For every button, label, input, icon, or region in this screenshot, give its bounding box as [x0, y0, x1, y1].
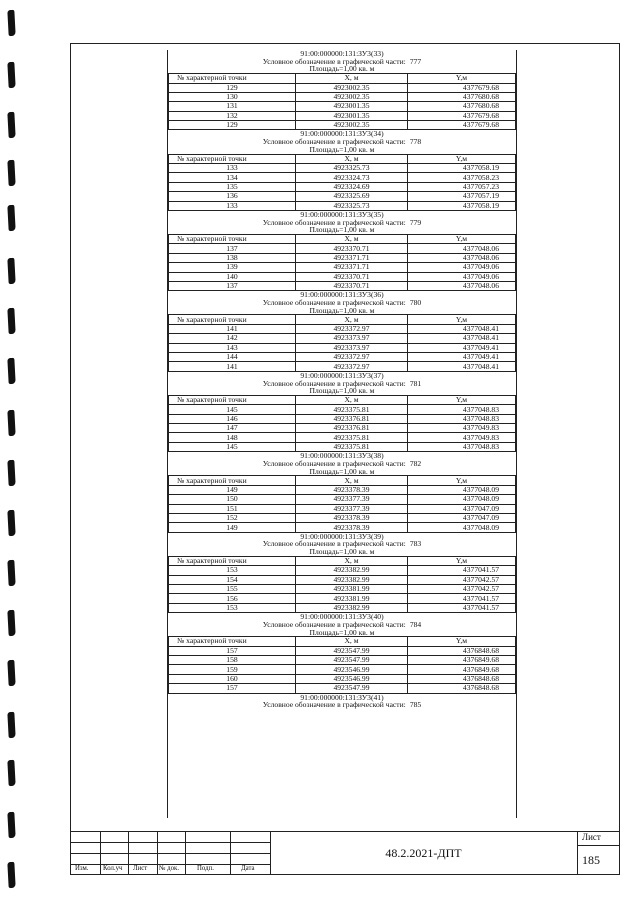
point-number: 154 [169, 575, 296, 584]
x-coordinate: 4923001.35 [296, 102, 408, 111]
x-coordinate: 4923375.81 [296, 442, 408, 451]
y-coordinate: 4377679.68 [408, 111, 516, 120]
section-id-text: 91:00:000000:131:ЗУ3(35) [300, 209, 384, 219]
table-row [169, 513, 516, 522]
designation-number: 778 [409, 137, 422, 147]
header-y: Y,м [408, 476, 516, 485]
area-line [168, 226, 516, 234]
area-line-text: Площадь=1,00 кв. м [309, 64, 375, 74]
point-number: 132 [169, 111, 296, 120]
stamp-label-list: Лист [133, 865, 148, 872]
table-row [169, 353, 516, 362]
x-coordinate: 4923376.81 [296, 414, 408, 423]
stamp-label-izm: Изм. [75, 865, 89, 872]
table-header-row [169, 315, 516, 324]
table-row [169, 272, 516, 281]
coordinates-table [168, 475, 516, 532]
coordinates-table [168, 314, 516, 371]
document-code: 48.2.2021-ДПТ [385, 846, 462, 860]
header-y: Y,м [408, 395, 516, 404]
x-coordinate: 4923001.35 [296, 111, 408, 120]
header-y: Y,м [408, 556, 516, 565]
x-coordinate: 4923324.69 [296, 182, 408, 191]
header-y: Y,м [408, 637, 516, 646]
section-id-text: 91:00:000000:131:ЗУ3(38) [300, 451, 384, 461]
x-coordinate: 4923546.99 [296, 674, 408, 683]
x-coordinate: 4923325.69 [296, 192, 408, 201]
area-line-text: Площадь=1,00 кв. м [309, 144, 375, 154]
point-number: 137 [169, 281, 296, 290]
y-coordinate: 4377041.57 [408, 594, 516, 603]
point-number: 133 [169, 163, 296, 172]
section-id-text: 91:00:000000:131:ЗУ3(34) [300, 129, 384, 139]
header-x: X, м [296, 637, 408, 646]
y-coordinate: 4377057.19 [408, 192, 516, 201]
coordinates-table [168, 556, 516, 613]
x-coordinate: 4923002.35 [296, 121, 408, 130]
y-coordinate: 4376849.68 [408, 665, 516, 674]
designation-number: 779 [409, 217, 422, 227]
y-coordinate: 4376849.68 [408, 656, 516, 665]
point-number: 157 [169, 684, 296, 693]
y-coordinate: 4377058.19 [408, 163, 516, 172]
point-number: 143 [169, 343, 296, 352]
table-row [169, 343, 516, 352]
x-coordinate: 4923325.73 [296, 163, 408, 172]
designation-line-text: Условное обозначение в графической части: [262, 700, 406, 710]
section-id-text: 91:00:000000:131:ЗУ3(39) [300, 531, 384, 541]
point-number: 159 [169, 665, 296, 674]
header-point: № характерной точки [169, 556, 296, 565]
x-coordinate: 4923371.71 [296, 253, 408, 262]
area-line [168, 548, 516, 556]
y-coordinate: 4377049.41 [408, 353, 516, 362]
section-id-text: 91:00:000000:131:ЗУ3(41) [300, 692, 384, 702]
point-number: 151 [169, 504, 296, 513]
x-coordinate: 4923372.97 [296, 324, 408, 333]
stamp-label-sign: Подп. [197, 865, 214, 872]
header-x: X, м [296, 556, 408, 565]
y-coordinate: 4377058.23 [408, 173, 516, 182]
point-number: 137 [169, 244, 296, 253]
y-coordinate: 4377048.06 [408, 281, 516, 290]
table-row [169, 585, 516, 594]
table-row [169, 102, 516, 111]
table-header-row [169, 476, 516, 485]
coordinates-table [168, 73, 516, 130]
area-line-text: Площадь=1,00 кв. м [309, 225, 375, 235]
x-coordinate: 4923381.99 [296, 594, 408, 603]
stamp-label-doc: № док. [159, 865, 180, 872]
point-number: 155 [169, 585, 296, 594]
x-coordinate: 4923002.35 [296, 92, 408, 101]
coordinates-table [168, 636, 516, 693]
designation-line-text: Условное обозначение в графической части: [262, 458, 406, 468]
table-row [169, 163, 516, 172]
y-coordinate: 4377057.23 [408, 182, 516, 191]
header-x: X, м [296, 154, 408, 163]
y-coordinate: 4377679.68 [408, 121, 516, 130]
y-coordinate: 4377042.57 [408, 585, 516, 594]
designation-line-text: Условное обозначение в графической части: [262, 619, 406, 629]
designation-line-text: Условное обозначение в графической части: [262, 539, 406, 549]
area-line-text: Площадь=1,00 кв. м [309, 386, 375, 396]
x-coordinate: 4923377.39 [296, 504, 408, 513]
x-coordinate: 4923547.99 [296, 656, 408, 665]
area-line [168, 387, 516, 395]
sheet-label: Лист [582, 832, 601, 842]
y-coordinate: 4377049.06 [408, 263, 516, 272]
table-header-row [169, 637, 516, 646]
header-x: X, м [296, 315, 408, 324]
x-coordinate: 4923378.39 [296, 485, 408, 494]
x-coordinate: 4923372.97 [296, 362, 408, 371]
table-row [169, 433, 516, 442]
point-number: 139 [169, 263, 296, 272]
x-coordinate: 4923373.97 [296, 343, 408, 352]
y-coordinate: 4377679.68 [408, 83, 516, 92]
area-line-text: Площадь=1,00 кв. м [309, 466, 375, 476]
x-coordinate: 4923375.81 [296, 433, 408, 442]
y-coordinate: 4377048.83 [408, 414, 516, 423]
x-coordinate: 4923372.97 [296, 353, 408, 362]
point-number: 129 [169, 121, 296, 130]
point-number: 135 [169, 182, 296, 191]
header-y: Y,м [408, 235, 516, 244]
header-point: № характерной точки [169, 476, 296, 485]
y-coordinate: 4377049.41 [408, 343, 516, 352]
table-row [169, 424, 516, 433]
designation-line [168, 701, 516, 709]
area-line [168, 65, 516, 73]
designation-number: 784 [409, 619, 422, 629]
header-y: Y,м [408, 74, 516, 83]
point-number: 149 [169, 485, 296, 494]
x-coordinate: 4923373.97 [296, 334, 408, 343]
point-number: 140 [169, 272, 296, 281]
designation-number: 782 [409, 458, 422, 468]
y-coordinate: 4377048.09 [408, 495, 516, 504]
header-y: Y,м [408, 315, 516, 324]
y-coordinate: 4377680.68 [408, 92, 516, 101]
y-coordinate: 4377048.83 [408, 442, 516, 451]
table-header-row [169, 395, 516, 404]
table-row [169, 244, 516, 253]
table-row [169, 656, 516, 665]
designation-number: 781 [409, 378, 422, 388]
x-coordinate: 4923370.71 [296, 272, 408, 281]
table-row [169, 173, 516, 182]
designation-line-text: Условное обозначение в графической части: [262, 217, 406, 227]
y-coordinate: 4377048.41 [408, 362, 516, 371]
point-number: 129 [169, 83, 296, 92]
x-coordinate: 4923370.71 [296, 281, 408, 290]
x-coordinate: 4923376.81 [296, 424, 408, 433]
y-coordinate: 4377048.41 [408, 324, 516, 333]
coordinates-content [167, 50, 517, 818]
point-number: 131 [169, 102, 296, 111]
point-number: 144 [169, 353, 296, 362]
table-row [169, 111, 516, 120]
x-coordinate: 4923378.39 [296, 513, 408, 522]
y-coordinate: 4377042.57 [408, 575, 516, 584]
point-number: 141 [169, 324, 296, 333]
designation-line-text: Условное обозначение в графической части: [262, 378, 406, 388]
coordinates-table [168, 234, 516, 291]
area-line-text: Площадь=1,00 кв. м [309, 627, 375, 637]
header-x: X, м [296, 235, 408, 244]
y-coordinate: 4377049.06 [408, 272, 516, 281]
designation-number: 785 [409, 700, 422, 710]
area-line [168, 307, 516, 315]
header-point: № характерной точки [169, 74, 296, 83]
table-row [169, 405, 516, 414]
y-coordinate: 4376848.68 [408, 684, 516, 693]
table-row [169, 83, 516, 92]
designation-line-text: Условное обозначение в графической части: [262, 56, 406, 66]
x-coordinate: 4923371.71 [296, 263, 408, 272]
coordinates-table [168, 395, 516, 452]
point-number: 133 [169, 201, 296, 210]
point-number: 130 [169, 92, 296, 101]
point-number: 145 [169, 442, 296, 451]
x-coordinate: 4923378.39 [296, 523, 408, 532]
area-line [168, 468, 516, 476]
x-coordinate: 4923382.99 [296, 566, 408, 575]
point-number: 158 [169, 656, 296, 665]
table-row [169, 665, 516, 674]
y-coordinate: 4377048.06 [408, 253, 516, 262]
table-row [169, 575, 516, 584]
section-id-text: 91:00:000000:131:ЗУ3(36) [300, 290, 384, 300]
x-coordinate: 4923324.73 [296, 173, 408, 182]
table-row [169, 182, 516, 191]
point-number: 147 [169, 424, 296, 433]
y-coordinate: 4377048.06 [408, 244, 516, 253]
point-number: 142 [169, 334, 296, 343]
point-number: 153 [169, 566, 296, 575]
y-coordinate: 4377047.09 [408, 504, 516, 513]
table-row [169, 414, 516, 423]
table-row [169, 253, 516, 262]
table-header-row [169, 556, 516, 565]
x-coordinate: 4923325.73 [296, 201, 408, 210]
designation-line-text: Условное обозначение в графической части: [262, 298, 406, 308]
header-point: № характерной точки [169, 315, 296, 324]
designation-line-text: Условное обозначение в графической части: [262, 137, 406, 147]
table-row [169, 263, 516, 272]
point-number: 150 [169, 495, 296, 504]
stamp-label-date: Дата [241, 865, 255, 872]
y-coordinate: 4377048.83 [408, 405, 516, 414]
section-id-text: 91:00:000000:131:ЗУ3(33) [300, 49, 384, 58]
table-row [169, 92, 516, 101]
y-coordinate: 4377049.83 [408, 424, 516, 433]
header-point: № характерной точки [169, 637, 296, 646]
sheet-number: 185 [582, 853, 600, 867]
table-header-row [169, 74, 516, 83]
point-number: 149 [169, 523, 296, 532]
header-y: Y,м [408, 154, 516, 163]
x-coordinate: 4923382.99 [296, 575, 408, 584]
designation-number: 783 [409, 539, 422, 549]
y-coordinate: 4376848.68 [408, 646, 516, 655]
x-coordinate: 4923377.39 [296, 495, 408, 504]
point-number: 136 [169, 192, 296, 201]
header-point: № характерной точки [169, 395, 296, 404]
x-coordinate: 4923381.99 [296, 585, 408, 594]
header-point: № характерной точки [169, 154, 296, 163]
area-line-text: Площадь=1,00 кв. м [309, 305, 375, 315]
header-point: № характерной точки [169, 235, 296, 244]
y-coordinate: 4377048.09 [408, 523, 516, 532]
y-coordinate: 4377041.57 [408, 603, 516, 612]
table-header-row [169, 154, 516, 163]
point-number: 148 [169, 433, 296, 442]
point-number: 156 [169, 594, 296, 603]
y-coordinate: 4377048.41 [408, 334, 516, 343]
table-header-row [169, 235, 516, 244]
x-coordinate: 4923547.99 [296, 684, 408, 693]
table-row [169, 594, 516, 603]
binding-holes [4, 0, 20, 905]
point-number: 152 [169, 513, 296, 522]
point-number: 145 [169, 405, 296, 414]
table-row [169, 324, 516, 333]
table-row [169, 495, 516, 504]
y-coordinate: 4377047.09 [408, 513, 516, 522]
point-number: 141 [169, 362, 296, 371]
point-number: 146 [169, 414, 296, 423]
table-row [169, 646, 516, 655]
table-row [169, 674, 516, 683]
y-coordinate: 4376848.68 [408, 674, 516, 683]
header-x: X, м [296, 476, 408, 485]
point-number: 153 [169, 603, 296, 612]
y-coordinate: 4377058.19 [408, 201, 516, 210]
y-coordinate: 4377049.83 [408, 433, 516, 442]
y-coordinate: 4377041.57 [408, 566, 516, 575]
table-row [169, 504, 516, 513]
area-line [168, 146, 516, 154]
designation-number: 777 [409, 56, 422, 66]
area-line-text: Площадь=1,00 кв. м [309, 547, 375, 557]
section-id-text: 91:00:000000:131:ЗУ3(37) [300, 370, 384, 380]
table-row [169, 334, 516, 343]
x-coordinate: 4923382.99 [296, 603, 408, 612]
x-coordinate: 4923370.71 [296, 244, 408, 253]
table-row [169, 485, 516, 494]
table-row [169, 192, 516, 201]
point-number: 134 [169, 173, 296, 182]
area-line [168, 629, 516, 637]
stamp-label-kol: Кол.уч [103, 865, 123, 872]
y-coordinate: 4377048.09 [408, 485, 516, 494]
x-coordinate: 4923547.99 [296, 646, 408, 655]
coordinates-table [168, 154, 516, 211]
section-id-text: 91:00:000000:131:ЗУ3(40) [300, 612, 384, 622]
point-number: 160 [169, 674, 296, 683]
x-coordinate: 4923375.81 [296, 405, 408, 414]
header-x: X, м [296, 395, 408, 404]
x-coordinate: 4923546.99 [296, 665, 408, 674]
designation-number: 780 [409, 298, 422, 308]
point-number: 138 [169, 253, 296, 262]
point-number: 157 [169, 646, 296, 655]
table-row [169, 566, 516, 575]
x-coordinate: 4923002.35 [296, 83, 408, 92]
header-x: X, м [296, 74, 408, 83]
y-coordinate: 4377680.68 [408, 102, 516, 111]
